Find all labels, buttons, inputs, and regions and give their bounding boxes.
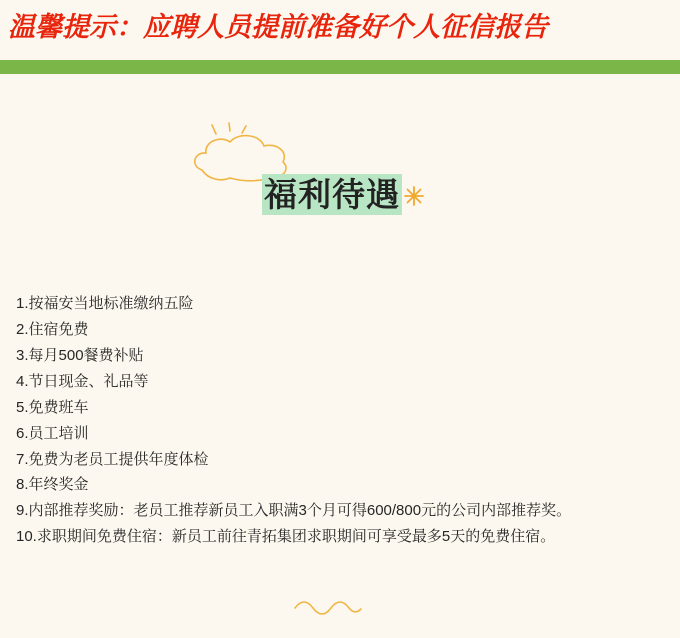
green-divider <box>0 60 680 74</box>
title-block <box>0 74 680 249</box>
list-item: 7.免费为老员工提供年度体检 <box>16 450 209 468</box>
list-item: 3.每月500餐费补贴 <box>16 346 144 364</box>
benefits-list <box>0 249 680 550</box>
list-item: 10.求职期间免费住宿：新员工前往青拓集团求职期间可享受最多5天的免费住宿。 <box>16 528 556 546</box>
list-item: 1.按福安当地标准缴纳五险 <box>16 294 194 312</box>
sparkle-icon <box>402 181 426 215</box>
list-item: 9.内部推荐奖励：老员工推荐新员工入职满3个月可得600/800元的公司内部推荐奖。 <box>16 502 572 520</box>
list-item: 2.住宿免费 <box>16 320 89 338</box>
list-item: 4.节日现金、礼品等 <box>16 372 149 390</box>
list-item: 5.免费班车 <box>16 398 89 416</box>
notice-banner <box>0 0 680 60</box>
list-item: 6.员工培训 <box>16 424 89 442</box>
squiggle-doodle-icon <box>293 598 363 616</box>
notice-text: 温馨提示：应聘人员提前准备好个人征信报告 <box>8 12 548 42</box>
page-title: 福利待遇 <box>262 174 402 215</box>
title-row <box>0 174 680 215</box>
list-item: 8.年终奖金 <box>16 476 89 494</box>
